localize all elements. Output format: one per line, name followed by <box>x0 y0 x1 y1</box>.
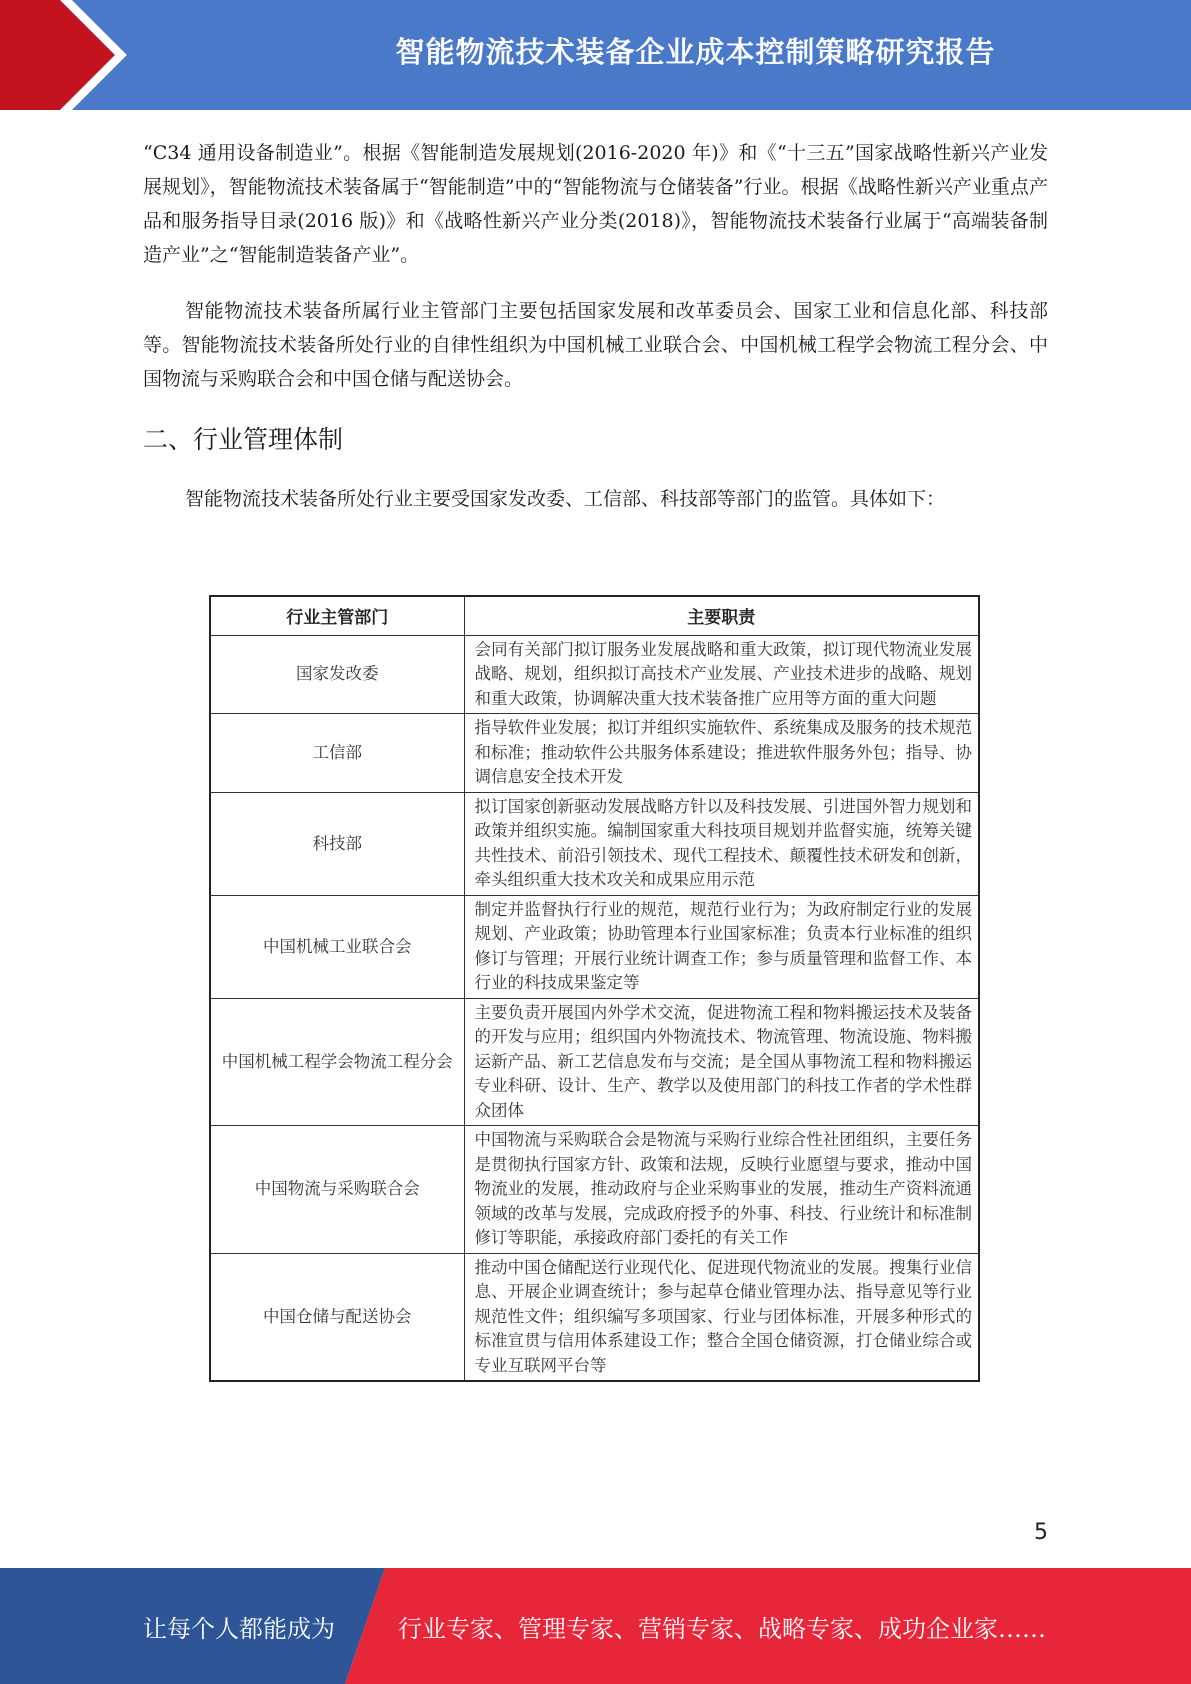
dept-cell: 中国仓储与配送协会 <box>210 1253 464 1381</box>
footer-slogan-right: 行业专家、管理专家、营销专家、战略专家、成功企业家…… <box>398 1614 1046 1643</box>
table-row <box>210 1126 979 1254</box>
duty-cell: 中国物流与采购联合会是物流与采购行业综合性社团组织，主要任务是贯彻执行国家方针、政策和法规，反映行业愿望与要求，推动中国物流业的发展，推动政府与企业采购事业的发展，推动生产资料流通领域的改革与发展，完成政府授予的外事、科技、行业统计和标准制修订等职能，承接政府部门委托的有关工作 <box>464 1126 979 1254</box>
header-bar <box>0 0 1191 110</box>
regulator-table <box>209 595 980 1382</box>
header-dept: 行业主管部门 <box>210 596 464 635</box>
duty-cell: 指导软件业发展；拟订并组织实施软件、系统集成及服务的技术规范和标准；推动软件公共服务体系建设；推进软件服务外包；指导、协调信息安全技术开发 <box>464 714 979 793</box>
dept-cell: 中国机械工程学会物流工程分会 <box>210 998 464 1126</box>
duty-cell: 制定并监督执行行业的规范，规范行业行为；为政府制定行业的发展规划、产业政策；协助管理本行业国家标准；负责本行业标准的组织修订与管理；开展行业统计调查工作；参与质量管理和监督工作、本行业的科技成果鉴定等 <box>464 895 979 998</box>
section-heading: 二、行业管理体制 <box>143 425 344 454</box>
regulator-table-wrapper <box>209 595 980 1382</box>
duty-cell: 会同有关部门拟订服务业发展战略和重大政策，拟订现代物流业发展战略、规划，组织拟订高技术产业发展、产业技术进步的战略、规划和重大政策，协调解决重大技术装备推广应用等方面的重大问题 <box>464 635 979 714</box>
dept-cell: 工信部 <box>210 714 464 793</box>
page-number: 5 <box>1034 1520 1048 1545</box>
paragraph-industry-classification: “C34 通用设备制造业”。根据《智能制造发展规划(2016-2020 年)》和《“十三五”国家战略性新兴产业发展规划》，智能物流技术装备属于“智能制造”中的“智能物流与仓储装备”行业。根据《战略性新兴产业重点产品和服务指导目录(2016 版)》和《战略性新兴产业分类(2018)》，智能物流技术装备行业属于“高端装备制造产业”之“智能制造装备产业”。 <box>143 142 1048 266</box>
duty-cell: 主要负责开展国内外学术交流，促进物流工程和物料搬运技术及装备的开发与应用；组织国内外物流技术、物流管理、物流设施、物料搬运新产品、新工艺信息发布与交流；是全国从事物流工程和物料搬运专业科研、设计、生产、教学以及使用部门的科技工作者的学术性群众团体 <box>464 998 979 1126</box>
duty-cell: 推动中国仓储配送行业现代化、促进现代物流业的发展。搜集行业信息、开展企业调查统计；参与起草仓储业管理办法、指导意见等行业规范性文件；组织编写多项国家、行业与团体标准，开展多种形式的标准宣贯与信用体系建设工作；整合全国仓储资源，打仓储业综合或专业互联网平台等 <box>464 1253 979 1381</box>
footer-banner <box>0 1568 1191 1684</box>
dept-cell: 中国物流与采购联合会 <box>210 1126 464 1254</box>
duty-cell: 拟订国家创新驱动发展战略方针以及科技发展、引进国外智力规划和政策并组织实施。编制国家重大科技项目规划并监督实施，统筹关键共性技术、前沿引领技术、现代工程技术、颠覆性技术研发和创新，牵头组织重大技术攻关和成果应用示范 <box>464 792 979 895</box>
table-header-row <box>210 596 979 635</box>
main-content <box>143 136 1048 526</box>
footer-slogan-left: 让每个人都能成为 <box>143 1614 335 1643</box>
dept-cell: 国家发改委 <box>210 635 464 714</box>
report-title: 智能物流技术装备企业成本控制策略研究报告 <box>395 34 996 69</box>
header-arrow-decoration <box>0 0 160 110</box>
header-duty: 主要职责 <box>464 596 979 635</box>
table-row <box>210 998 979 1126</box>
paragraph-regulators: 智能物流技术装备所属行业主管部门主要包括国家发展和改革委员会、国家工业和信息化部、科技部等。智能物流技术装备所处行业的自律性组织为中国机械工业联合会、中国机械工程学会物流工程分会、中国物流与采购联合会和中国仓储与配送协会。 <box>143 300 1048 390</box>
dept-cell: 科技部 <box>210 792 464 895</box>
table-row <box>210 635 979 714</box>
table-row <box>210 714 979 793</box>
dept-cell: 中国机械工业联合会 <box>210 895 464 998</box>
table-row <box>210 895 979 998</box>
table-row <box>210 792 979 895</box>
paragraph-intro: 智能物流技术装备所处行业主要受国家发改委、工信部、科技部等部门的监管。具体如下： <box>185 488 946 510</box>
table-row <box>210 1253 979 1381</box>
